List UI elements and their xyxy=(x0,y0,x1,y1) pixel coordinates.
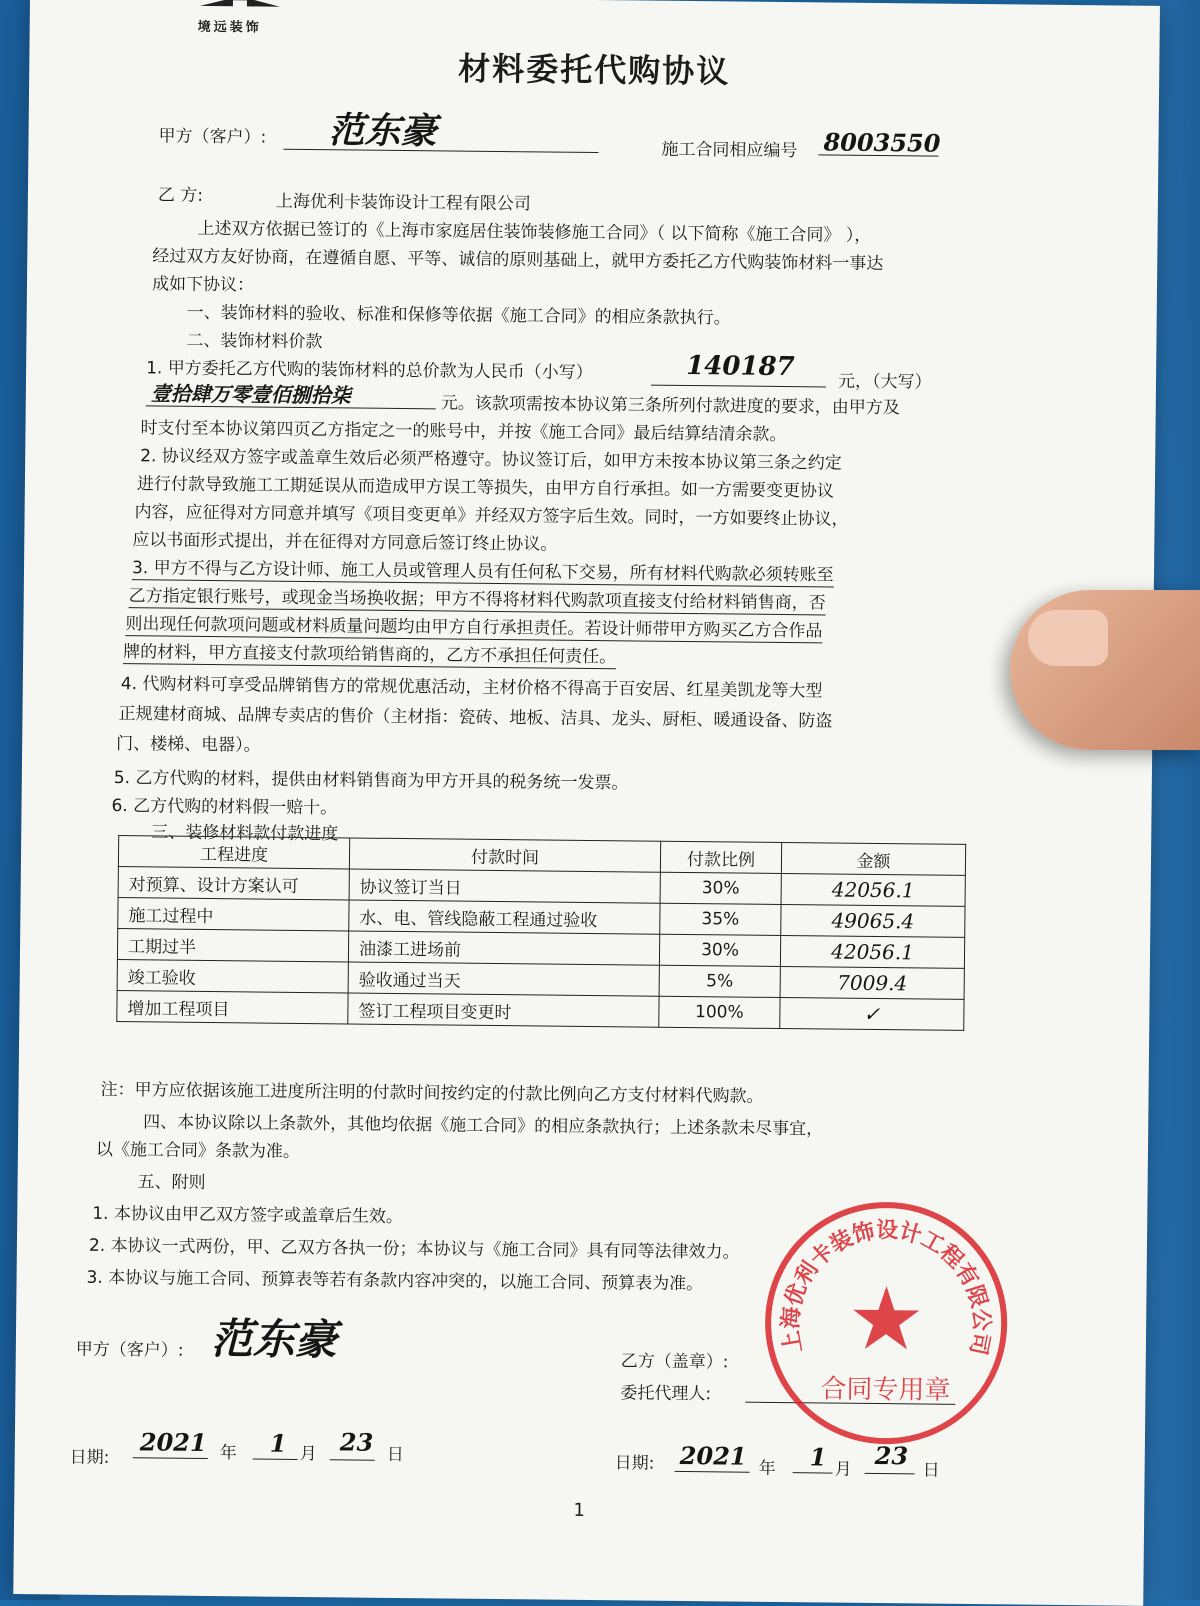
cell-time: 验收通过当天 xyxy=(348,962,659,996)
date-b-month-underline xyxy=(793,1472,833,1473)
payment-schedule-table xyxy=(116,835,966,1031)
cell-ratio: 30% xyxy=(659,934,780,966)
clause-2-line-2: 进行付款导致施工工期延误从而造成甲方误工等损失，由甲方自行承担。如一方需要变更协议 xyxy=(136,474,834,502)
amount-upper: 壹拾肆万零壹佰捌拾柒 xyxy=(150,381,351,408)
section-2-heading: 二、装饰材料价款 xyxy=(186,330,323,353)
appendix-item-1: 1. 本协议由甲乙双方签字或盖章后生效。 xyxy=(92,1203,403,1228)
cell-ratio: 100% xyxy=(659,996,780,1028)
date-b-year: 2021 xyxy=(679,1440,747,1471)
section-1-text: 一、装饰材料的验收、标准和保修等依据《施工合同》的相应条款执行。 xyxy=(186,302,731,329)
seal-star-icon xyxy=(853,1286,920,1350)
cell-amount: ✓ xyxy=(780,997,964,1030)
section-3-heading: 三、装修材料款付款进度 xyxy=(151,822,339,845)
clause-2-line-4: 应以书面形式提出，并在征得对方同意后签订终止协议。 xyxy=(132,530,558,555)
date-a-year: 2021 xyxy=(139,1427,207,1458)
date-b-month-unit: 月 xyxy=(834,1459,852,1480)
clause-1-lead: 1. 甲方委托乙方代购的装饰材料的总价款为人民币（小写） xyxy=(146,358,593,383)
clause-2-line-1: 2. 协议经双方签字或盖章生效后必须严格遵守。协议签订后，如甲方未按本协议第三条之约定 xyxy=(140,446,842,474)
seal-label: 合同专用章 xyxy=(820,1374,951,1406)
header-time: 付款时间 xyxy=(349,838,660,872)
thumb-holding-paper xyxy=(1010,590,1200,750)
date-b-day-underline xyxy=(865,1473,915,1475)
date-a-label: 日期: xyxy=(69,1447,110,1468)
svg-text:上海优利卡装饰设计工程有限公司 xyxy=(777,1217,994,1357)
appendix-item-3: 3. 本协议与施工合同、预算表等若有条款内容冲突的，以施工合同、预算表为准。 xyxy=(86,1267,704,1295)
header-amount: 金额 xyxy=(781,843,965,876)
clause-4-line-2: 正规建材商城、品牌专卖店的售价（主材指：瓷砖、地板、洁具、龙头、厨柜、暖通设备、防盗 xyxy=(118,704,833,732)
clause-3-line-3: 则出现任何款项问题或材料质量问题均由甲方自行承担责任。若设计师带甲方购买乙方合作品 xyxy=(125,609,822,643)
cell-stage: 对预算、设计方案认可 xyxy=(118,867,349,900)
date-b-day: 23 xyxy=(874,1441,909,1471)
clause-1-line-3: 时支付至本协议第四页乙方指定之一的账号中，并按《施工合同》最后结算结清余款。 xyxy=(140,418,787,446)
cell-time: 签订工程项目变更时 xyxy=(348,993,659,1027)
cell-amount: 49065.4 xyxy=(781,904,965,937)
date-a-year-underline xyxy=(133,1457,208,1459)
cell-stage: 施工过程中 xyxy=(118,898,349,931)
cell-amount: 42056.1 xyxy=(781,873,965,906)
signature-party-a-label: 甲方（客户）: xyxy=(75,1339,184,1361)
date-a-month-underline xyxy=(253,1458,298,1459)
thumbnail-highlight xyxy=(1028,610,1108,666)
unit-upper-label: 元，（大写） xyxy=(837,371,932,393)
agent-label: 委托代理人: xyxy=(620,1383,712,1405)
date-a-month-unit: 月 xyxy=(299,1443,317,1465)
section-4-line-2: 以《施工合同》条款为准。 xyxy=(95,1139,301,1162)
date-b-day-unit: 日 xyxy=(922,1460,940,1481)
cell-ratio: 35% xyxy=(660,903,781,935)
clause-1-line-2: 元。该款项需按本协议第三条所列付款进度的要求，由甲方及 xyxy=(440,393,900,419)
contract-no-value: 8003550 xyxy=(823,127,941,158)
contract-no-label: 施工合同相应编号 xyxy=(661,139,798,162)
clause-4-line-1: 4. 代购材料可享受品牌销售方的常规优惠活动，主材价格不得高于百安居、红星美凯龙等大型 xyxy=(120,674,823,702)
intro-line-2: 经过双方友好协商，在遵循自愿、平等、诚信的原则基础上，就甲方委托乙方代购装饰材料一事达 xyxy=(152,246,884,275)
section-4-line-1: 四、本协议除以上条款外，其他均依据《施工合同》的相应条款执行；上述条款未尽事宜， xyxy=(143,1112,824,1140)
cell-time: 水、电、管线隐蔽工程通过验收 xyxy=(349,900,660,934)
logo-text: 境远装饰 xyxy=(197,19,262,36)
signature-party-b-label: 乙方（盖章）: xyxy=(620,1351,729,1373)
clause-5-text: 5. 乙方代购的材料，提供由材料销售商为甲方开具的税务统一发票。 xyxy=(113,768,629,794)
company-seal-stamp xyxy=(760,1197,1013,1450)
document-title: 材料委托代购协议 xyxy=(458,49,731,91)
intro-line-1: 上述双方依据已签订的《上海市家庭居住装饰装修施工合同》（ 以下简称《施工合同》 ）， xyxy=(197,218,872,246)
clause-3-line-1: 3. 甲方不得与乙方设计师、施工人员或管理人员有任何私下交易，所有材料代购款必须转账至 xyxy=(132,553,834,587)
party-a-handwritten-signature: 范东豪 xyxy=(210,1314,338,1365)
date-a-day-unit: 日 xyxy=(386,1444,404,1466)
party-a-signature: 范东豪 xyxy=(328,109,437,153)
cell-ratio: 5% xyxy=(659,965,780,997)
cell-time: 协议签订当日 xyxy=(349,869,660,903)
appendix-item-2: 2. 本协议一式两份，甲、乙双方各执一份；本协议与《施工合同》具有同等法律效力。 xyxy=(88,1235,740,1263)
amount-upper-underline xyxy=(146,405,436,409)
amount-small: 140187 xyxy=(686,350,795,383)
cell-stage: 竣工验收 xyxy=(117,960,348,993)
clause-3-line-4: 牌的材料，甲方直接支付款项给销售商的，乙方不承担任何责任。 xyxy=(123,637,616,669)
party-b-name: 上海优利卡装饰设计工程有限公司 xyxy=(275,191,531,215)
date-b-year-underline xyxy=(675,1471,750,1473)
date-b-label: 日期: xyxy=(614,1453,655,1474)
clause-3-line-2: 乙方指定银行账号，或现金当场换收据；甲方不得将材料代购款项直接支付给材料销售商，否 xyxy=(129,581,826,615)
payment-note: 注：甲方应依据该施工进度所注明的付款时间按约定的付款比例向乙方支付材料代购款。 xyxy=(100,1079,764,1107)
cell-ratio: 30% xyxy=(660,872,781,904)
clause-6-text: 6. 乙方代购的材料假一赔十。 xyxy=(111,795,338,819)
date-a-day-underline xyxy=(330,1459,375,1460)
cell-time: 油漆工进场前 xyxy=(348,931,659,965)
cell-stage: 工期过半 xyxy=(117,929,348,962)
agreement-page xyxy=(13,0,1160,1606)
party-b-label: 乙 方: xyxy=(157,185,204,206)
cell-amount: 42056.1 xyxy=(780,935,964,968)
clause-4-line-3: 门、楼梯、电器）。 xyxy=(116,734,261,756)
header-stage: 工程进度 xyxy=(118,836,349,869)
section-5-heading: 五、附则 xyxy=(137,1172,206,1193)
seal-arc-text: 上海优利卡装饰设计工程有限公司 xyxy=(778,1218,994,1357)
cell-amount: 7009.4 xyxy=(780,966,964,999)
clause-2-line-3: 内容，应征得对方同意并填写《项目变更单》并经双方签字后生效。同时，一方如要终止协议， xyxy=(134,502,849,530)
date-a-day: 23 xyxy=(339,1427,374,1457)
date-b-month: 1 xyxy=(809,1442,827,1472)
header-ratio: 付款比例 xyxy=(660,841,781,873)
date-a-year-unit: 年 xyxy=(219,1443,237,1464)
date-a-month: 1 xyxy=(269,1428,287,1458)
date-b-year-unit: 年 xyxy=(758,1458,776,1479)
amount-small-underline xyxy=(651,385,826,388)
cell-stage: 增加工程项目 xyxy=(117,991,348,1024)
intro-line-3: 成如下协议： xyxy=(151,274,255,296)
party-a-label: 甲方（客户）: xyxy=(158,126,267,148)
page-number: 1 xyxy=(573,1499,586,1521)
